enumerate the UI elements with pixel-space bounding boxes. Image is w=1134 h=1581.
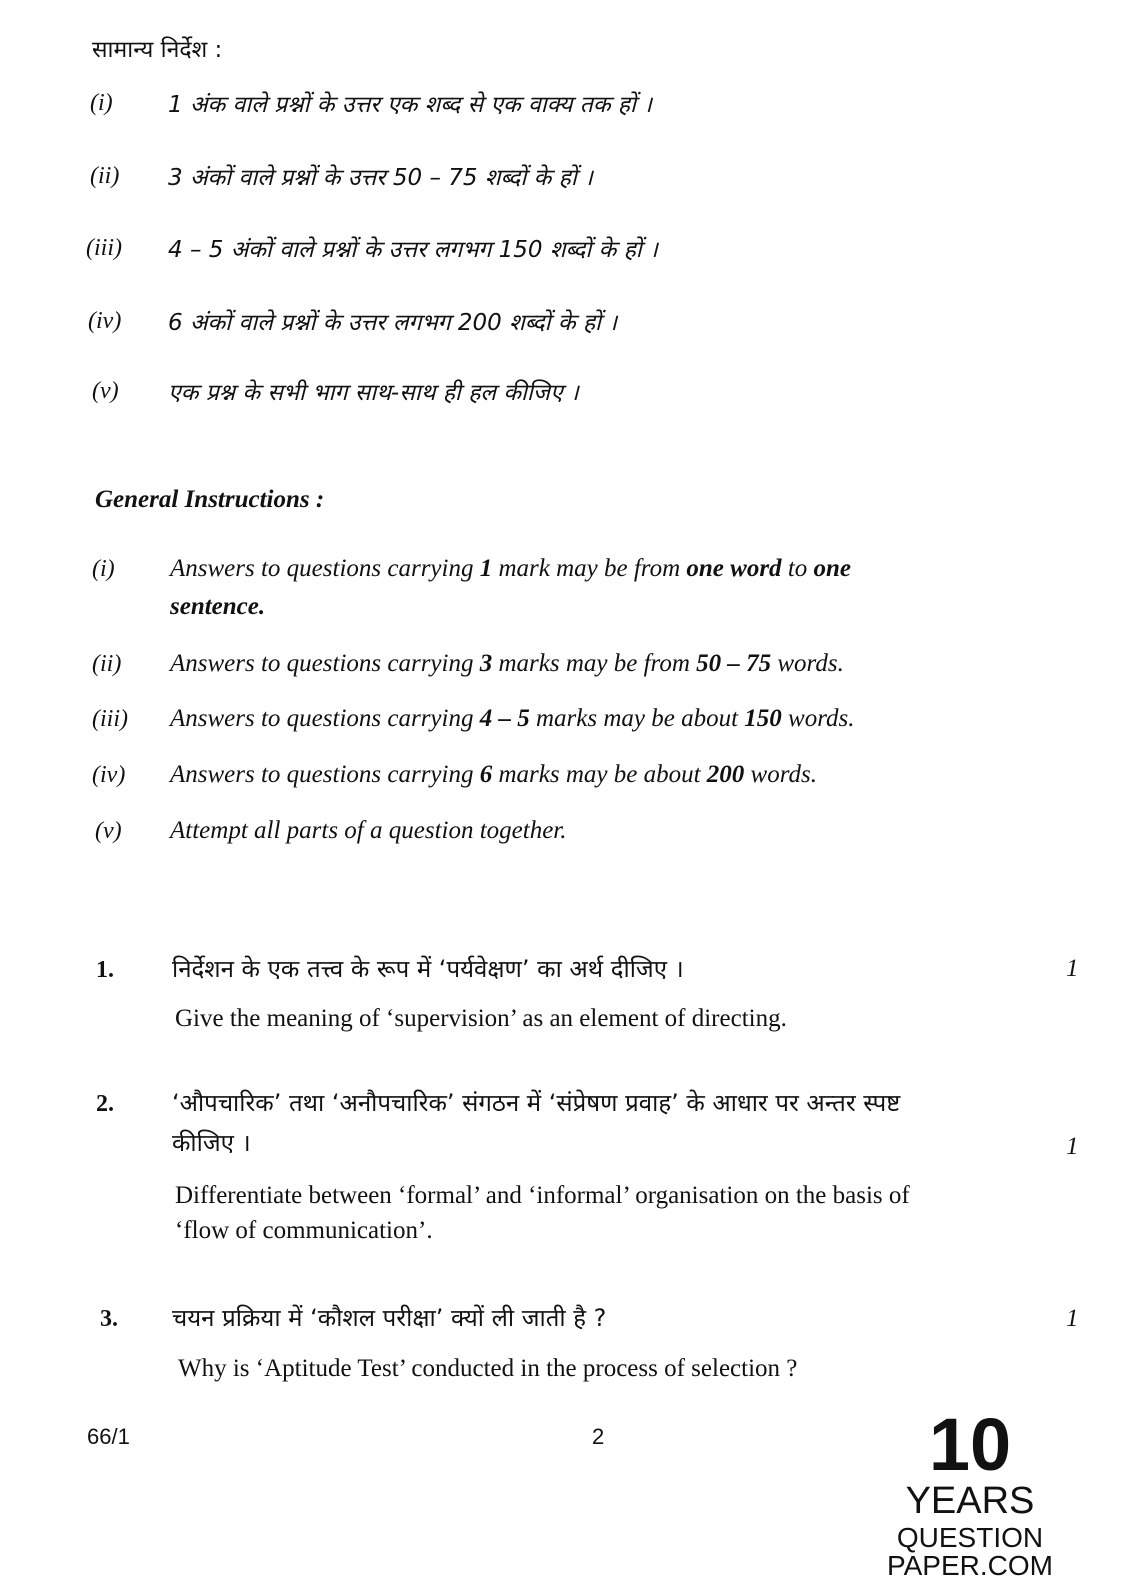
english-item-num: (iii) bbox=[92, 706, 128, 732]
question-english: Give the meaning of ‘supervision’ as an element of directing. bbox=[175, 1005, 787, 1032]
english-item-text: Answers to questions carrying 3 marks may be from 50 – 75 words. bbox=[170, 650, 844, 677]
watermark-line1: YEARS bbox=[905, 1480, 1035, 1522]
hindi-item-text: 4 – 5 अंकों वाले प्रश्नों के उत्तर लगभग 150 शब्दों के हों । bbox=[168, 237, 658, 263]
english-item-text: Attempt all parts of a question together. bbox=[170, 817, 567, 844]
question-hindi-line1: ‘औपचारिक’ तथा ‘अनौपचारिक’ संगठन में ‘संप्रेषण प्रवाह’ के आधार पर अन्तर स्पष्ट bbox=[172, 1089, 901, 1117]
question-marks: 1 bbox=[1066, 1305, 1079, 1332]
hindi-item-text: 3 अंकों वाले प्रश्नों के उत्तर 50 – 75 शब्दों के हों । bbox=[168, 165, 593, 191]
english-instructions-heading: General Instructions : bbox=[95, 486, 325, 513]
hindi-item-num: (iii) bbox=[86, 235, 122, 261]
watermark-logo bbox=[840, 1403, 1100, 1581]
question-hindi-line2: कीजिए । bbox=[172, 1129, 251, 1157]
hindi-item-num: (i) bbox=[90, 90, 113, 116]
english-item-text: Answers to questions carrying 4 – 5 marks may be about 150 words. bbox=[170, 705, 855, 732]
question-number: 2. bbox=[96, 1091, 114, 1117]
english-item-num: (i) bbox=[92, 556, 115, 582]
hindi-item-text: 1 अंक वाले प्रश्नों के उत्तर एक शब्द से एक वाक्य तक हों । bbox=[168, 92, 653, 118]
page-number: 2 bbox=[592, 1424, 605, 1449]
hindi-item-num: (v) bbox=[92, 378, 119, 404]
question-hindi: चयन प्रक्रिया में ‘कौशल परीक्षा’ क्यों ली जाती है ? bbox=[172, 1304, 607, 1332]
english-item-num: (iv) bbox=[92, 762, 126, 788]
watermark-number: 10 bbox=[928, 1403, 1012, 1486]
hindi-item-text: 6 अंकों वाले प्रश्नों के उत्तर लगभग 200 शब्दों के हों । bbox=[168, 310, 618, 336]
question-english-line2: ‘flow of communication’. bbox=[175, 1217, 433, 1244]
question-number: 3. bbox=[100, 1306, 118, 1332]
paper-code: 66/1 bbox=[87, 1424, 130, 1449]
question-number: 1. bbox=[96, 957, 114, 983]
english-item-text-line2: sentence. bbox=[170, 593, 266, 620]
question-marks: 1 bbox=[1066, 955, 1079, 982]
english-item-text: Answers to questions carrying 6 marks may be about 200 words. bbox=[170, 761, 817, 788]
english-item-num: (ii) bbox=[92, 651, 122, 677]
english-item-text: Answers to questions carrying 1 mark may be from one word to one bbox=[170, 555, 852, 582]
hindi-item-text: एक प्रश्न के सभी भाग साथ-साथ ही हल कीजिए । bbox=[168, 380, 579, 406]
question-english: Why is ‘Aptitude Test’ conducted in the process of selection ? bbox=[178, 1355, 798, 1382]
english-item-num: (v) bbox=[95, 818, 122, 844]
question-marks: 1 bbox=[1066, 1133, 1079, 1160]
watermark-line2: QUESTION PAPER.COM bbox=[887, 1522, 1053, 1581]
hindi-item-num: (ii) bbox=[90, 163, 120, 189]
hindi-item-num: (iv) bbox=[88, 308, 122, 334]
question-english-line1: Differentiate between ‘formal’ and ‘informal’ organisation on the basis of bbox=[175, 1182, 910, 1209]
question-hindi: निर्देशन के एक तत्त्व के रूप में ‘पर्यवेक्षण’ का अर्थ दीजिए । bbox=[172, 955, 684, 983]
hindi-instructions-heading: सामान्य निर्देश : bbox=[92, 37, 223, 63]
